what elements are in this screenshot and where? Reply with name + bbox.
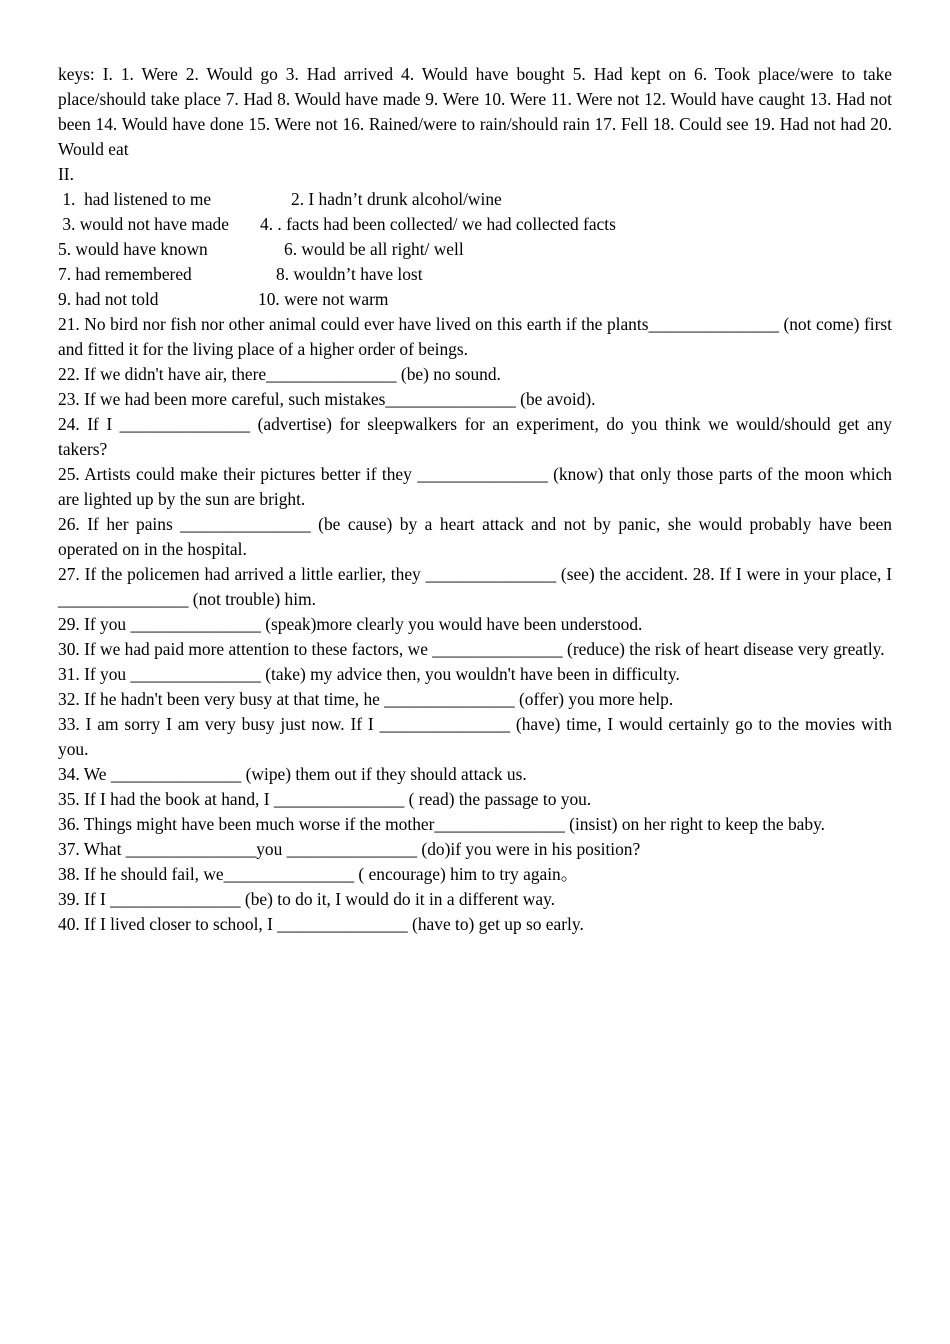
exercise-item: 33. I am sorry I am very busy just now. If I _______________ (have) time, I would certainly go to the movies with you. bbox=[58, 714, 892, 759]
answer-right: 2. I hadn’t drunk alcohol/wine bbox=[291, 189, 502, 209]
answer-row bbox=[58, 262, 892, 287]
exercise-item: 32. If he hadn't been very busy at that time, he _______________ (offer) you more help. bbox=[58, 689, 674, 709]
answer-row bbox=[58, 287, 892, 312]
document-page bbox=[58, 62, 892, 937]
exercise-item: 30. If we had paid more attention to these factors, we _______________ (reduce) the risk of heart disease very greatly. bbox=[58, 639, 885, 659]
exercise-item: 26. If her pains _______________ (be cause) by a heart attack and not by panic, she would probably have been operated on in the hospital. bbox=[58, 514, 892, 559]
answer-row bbox=[58, 237, 892, 262]
answer-row bbox=[58, 187, 892, 212]
exercise-item: 25. Artists could make their pictures better if they _______________ (know) that only those parts of the moon which are lighted up by the sun are bright. bbox=[58, 464, 892, 509]
answer-left: 1. had listened to me bbox=[58, 189, 212, 209]
exercise-item: 35. If I had the book at hand, I _______________ ( read) the passage to you. bbox=[58, 789, 592, 809]
answer-keys-section-1: keys: I. 1. Were 2. Would go 3. Had arrived 4. Would have bought 5. Had kept on 6. Took place/were to take place/should take place 7. Had 8. Would have made 9. Were 10. Were 11. Were not 12. Would have caught 13. Had not been 14. Would have done 15. Were not 16. Rained/were to rain/should rain 17. Fell 18. Could see 19. Had not had 20. Would eat bbox=[58, 64, 892, 159]
exercise-item: 27. If the policemen had arrived a little earlier, they _______________ (see) the accident. 28. If I were in your place, I _______________ (not trouble) him. bbox=[58, 564, 892, 609]
exercise-item: 23. If we had been more careful, such mistakes_______________ (be avoid). bbox=[58, 389, 596, 409]
answer-right: 4. . facts had been collected/ we had collected facts bbox=[260, 214, 616, 234]
exercise-item: 38. If he should fail, we_______________ ( encourage) him to try again。 bbox=[58, 864, 579, 884]
exercise-item: 37. What _______________you _______________ (do)if you were in his position? bbox=[58, 839, 641, 859]
exercise-item: 36. Things might have been much worse if the mother_______________ (insist) on her right to keep the baby. bbox=[58, 814, 825, 834]
exercise-item: 22. If we didn't have air, there_______________ (be) no sound. bbox=[58, 364, 501, 384]
answer-left: 3. would not have made bbox=[58, 214, 229, 234]
answer-right: 8. wouldn’t have lost bbox=[276, 264, 423, 284]
exercise-item: 31. If you _______________ (take) my advice then, you wouldn't have been in difficulty. bbox=[58, 664, 680, 684]
answer-row bbox=[58, 212, 892, 237]
exercise-item: 24. If I _______________ (advertise) for sleepwalkers for an experiment, do you think we would/should get any takers? bbox=[58, 414, 892, 459]
section-2-answers bbox=[58, 187, 892, 312]
answer-left: 5. would have known bbox=[58, 239, 208, 259]
exercise-item: 39. If I _______________ (be) to do it, I would do it in a different way. bbox=[58, 889, 555, 909]
exercise-list bbox=[58, 312, 892, 937]
exercise-item: 21. No bird nor fish nor other animal could ever have lived on this earth if the plants_______________ (not come) first and fitted it for the living place of a higher order of beings. bbox=[58, 314, 892, 359]
answer-right: 10. were not warm bbox=[258, 289, 389, 309]
section-2-heading: II. bbox=[58, 164, 74, 184]
exercise-item: 34. We _______________ (wipe) them out if they should attack us. bbox=[58, 764, 527, 784]
answer-left: 7. had remembered bbox=[58, 264, 192, 284]
answer-left: 9. had not told bbox=[58, 289, 159, 309]
answer-right: 6. would be all right/ well bbox=[284, 239, 464, 259]
exercise-item: 29. If you _______________ (speak)more clearly you would have been understood. bbox=[58, 614, 643, 634]
exercise-item: 40. If I lived closer to school, I _______________ (have to) get up so early. bbox=[58, 914, 584, 934]
